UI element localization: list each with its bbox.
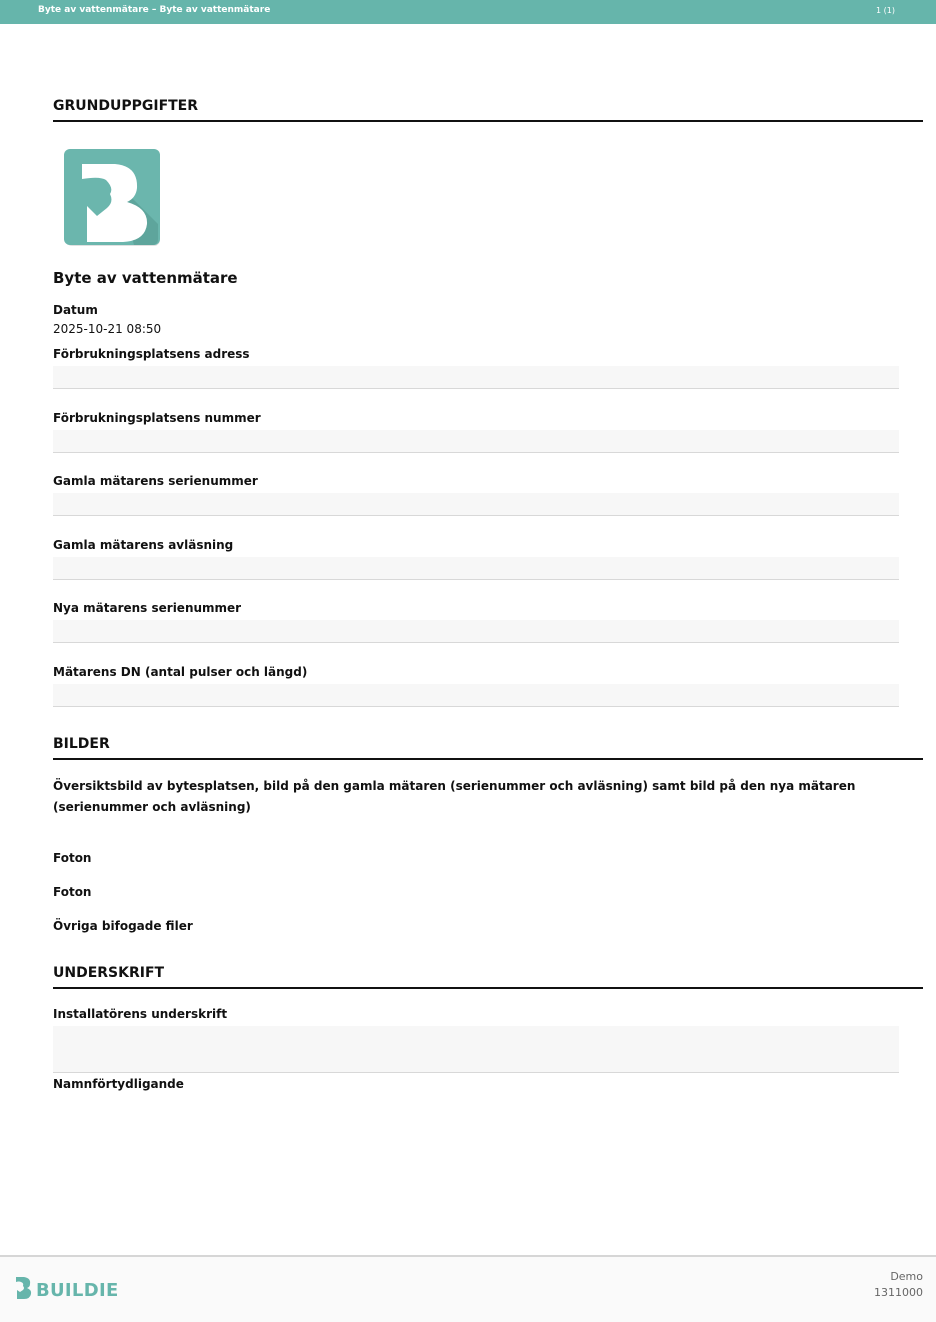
field-address[interactable] — [53, 366, 899, 389]
field-label-place-number: Förbrukningsplatsens nummer — [53, 411, 261, 425]
field-place-number[interactable] — [53, 430, 899, 453]
date-value: 2025-10-21 08:50 — [53, 322, 162, 336]
footer-company-info — [874, 1269, 923, 1301]
field-label-address: Förbrukningsplatsens adress — [53, 347, 250, 361]
buildie-logo-icon — [15, 1276, 33, 1304]
header-title: Byte av vattenmätare – Byte av vattenmätare — [38, 5, 271, 15]
field-label-old-serial: Gamla mätarens serienummer — [53, 474, 258, 488]
page-footer — [0, 1255, 936, 1322]
date-label: Datum — [53, 303, 98, 317]
footer-company-number: 1311000 — [874, 1286, 923, 1299]
attachments-label: Övriga bifogade filer — [53, 919, 193, 933]
section-heading-basic: GRUNDUPPGIFTER — [53, 98, 923, 122]
footer-company-name: Demo — [890, 1270, 923, 1283]
images-description: Översiktsbild av bytesplatsen, bild på den gamla mätaren (serienummer och avläsning) samt bild på den nya mätaren (serienummer och avläsning) — [53, 779, 856, 814]
field-label-new-serial: Nya mätarens serienummer — [53, 601, 242, 615]
buildie-logo — [60, 146, 164, 250]
footer-brand — [15, 1277, 119, 1303]
installer-signature-field[interactable] — [53, 1026, 899, 1073]
footer-brand-name: BUILDIE — [36, 1279, 119, 1301]
section-heading-signature: UNDERSKRIFT — [53, 965, 923, 989]
field-old-serial[interactable] — [53, 493, 899, 516]
field-meter-dn[interactable] — [53, 684, 899, 707]
photos-label-2: Foton — [53, 885, 92, 899]
section-heading-images: BILDER — [53, 736, 923, 760]
field-label-old-reading: Gamla mätarens avläsning — [53, 538, 234, 552]
field-old-reading[interactable] — [53, 557, 899, 580]
document-title: Byte av vattenmätare — [53, 269, 238, 287]
field-new-serial[interactable] — [53, 620, 899, 643]
photos-label-1: Foton — [53, 851, 92, 865]
installer-signature-label: Installatörens underskrift — [53, 1007, 228, 1021]
page-header-bar — [0, 0, 936, 24]
page-number: 1 (1) — [876, 6, 895, 15]
field-label-meter-dn: Mätarens DN (antal pulser och längd) — [53, 665, 308, 679]
name-clarification-label: Namnförtydligande — [53, 1077, 184, 1091]
